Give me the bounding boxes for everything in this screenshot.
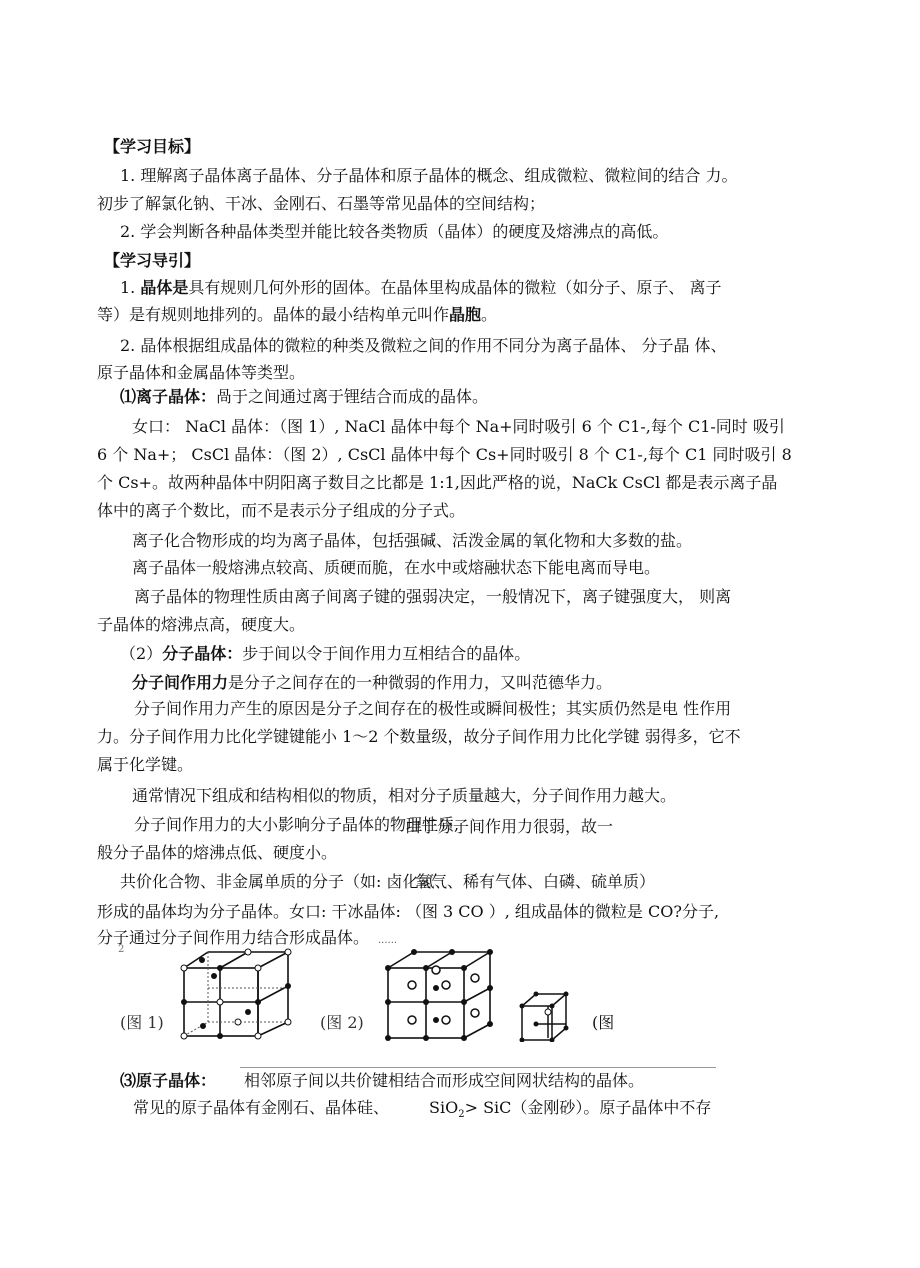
nacl-lattice-figure (178, 948, 298, 1044)
ionic-line: 女口： NaCl 晶体：（图 1）, NaCl 晶体中每个 Na+同时吸引 6 个 C1-,每个 C1-同时 吸引 (132, 417, 785, 436)
figure-2-label: (图 2) (320, 1013, 364, 1032)
molecular-line: 分子间作用力产生的原因是分子之间存在的极性或瞬间极性；其实质仍然是电 性作用 (134, 699, 732, 718)
molecular-line: 分子通过分子间作用力结合形成晶体。 (97, 928, 370, 947)
num: ⑶ (120, 1071, 137, 1090)
divider (240, 1067, 716, 1068)
num: ⑴ (120, 387, 137, 406)
ellipsis: ...... (378, 935, 398, 946)
title: 原子晶体： (136, 1071, 217, 1090)
subscript-2: 2 (118, 944, 125, 955)
text: 等）是有规则地排列的。晶体的最小结构单元叫作 (97, 305, 450, 324)
heading-goals: 【学习目标】 (104, 137, 201, 156)
title: 分子晶体： (162, 644, 243, 663)
goal-1-line-1: 1. 理解离子晶体离子晶体、分子晶体和原子晶体的概念、组成微粒、微粒间的结合 力。 (120, 166, 738, 185)
ionic-line: 体中的离子个数比，而不是表示分子组成的分子式。 (97, 501, 466, 520)
figure-1-label: (图 1) (120, 1013, 164, 1032)
term: 分子间作用力 (132, 673, 229, 692)
goal-1-line-2: 初步了解氯化钠、干冰、金刚石、石墨等常见晶体的空间结构； (97, 194, 546, 213)
term-unit-cell: 晶胞 (449, 305, 482, 324)
intermolecular-force-definition (132, 673, 612, 693)
subscript: 2 (458, 1109, 465, 1121)
dry-ice-unit-cell-figure (518, 990, 570, 1042)
text: 相邻原子间以共价键相结合而形成空间网状结构的晶体。 (244, 1071, 645, 1090)
title: 离子晶体： (136, 387, 217, 406)
guide-p2-line-1: 2. 晶体根据组成晶体的微粒的种类及微粒之间的作用不同分为离子晶体、 分子晶 体、 (120, 336, 727, 355)
molecular-line: 属于化学键。 (97, 755, 194, 774)
molecular-line: 共价化合物、非金属单质的分子（如: 卤化氢、 (120, 872, 451, 891)
ionic-line: 离子晶体的物理性质由离子间离子键的强弱决定，一般情况下，离子键强度大， 则离 (134, 587, 732, 606)
molecular-line: 氧气、稀有气体、白磷、硫单质） (415, 872, 656, 891)
figure-3-label: (图 (592, 1013, 615, 1032)
goal-2: 2. 学会判断各种晶体类型并能比较各类物质（晶体）的硬度及熔沸点的高低。 (120, 222, 669, 241)
ionic-line: 子晶体的熔沸点高，硬度大。 (97, 615, 306, 634)
ionic-line: 离子晶体一般熔沸点较高、质硬而脆，在水中或熔融状态下能电离而导电。 (132, 558, 661, 577)
text: 是分子之间存在的一种微弱的作用力，又叫范德华力。 (228, 673, 613, 692)
guide-p1-line-2 (97, 305, 497, 325)
ionic-line: 离子化合物形成的均为离子晶体，包括强碱、活泼金属的氧化物和大多数的盐。 (132, 531, 693, 550)
text: > SiC（金刚砂）。原子晶体中不存 (464, 1098, 712, 1117)
num: （2） (120, 644, 163, 663)
guide-p2-line-2: 原子晶体和金属晶体等类型。 (97, 363, 306, 382)
num: 1. (120, 278, 141, 297)
molecular-line: 形成的晶体均为分子晶体。女口: 干冰晶体: （图 3 CO ）, 组成晶体的微粒是 CO?分子, (97, 902, 720, 921)
molecular-line: 力。分子间作用力比化学键键能小 1〜2 个数量级，故分子间作用力比化学键 弱得多，它不 (97, 727, 741, 746)
ionic-crystal-definition (120, 387, 488, 407)
text: 常见的原子晶体有金刚石、晶体硅、 (133, 1098, 390, 1117)
cscl-lattice-figure (380, 948, 500, 1044)
guide-p1-line-1 (120, 278, 721, 298)
atomic-line (133, 1098, 711, 1125)
term-crystal: 晶体是 (140, 278, 189, 297)
formula-sio2: SiO (429, 1098, 459, 1117)
molecular-line: 通常情况下组成和结构相似的物质，相对分子质量越大，分子间作用力越大。 (132, 786, 677, 805)
text: 步于间以令于间作用力互相结合的晶体。 (242, 644, 531, 663)
ionic-line: 个 Cs+。故两种晶体中阴阳离子数目之比都是 1:1,因此严格的说，NaCk CsCl 都是表示离子晶 (97, 473, 778, 492)
heading-guide: 【学习导引】 (104, 251, 201, 270)
text: 。 (481, 305, 498, 324)
text: 具有规则几何外形的固体。在晶体里构成晶体的微粒（如分子、原子、 离子 (188, 278, 722, 297)
text: 咼于之间通过离于锂结合而成的晶体。 (216, 387, 489, 406)
molecular-crystal-definition (120, 644, 530, 664)
ionic-line: 6 个 Na+； CsCl 晶体：（图 2）, CsCl 晶体中每个 Cs+同时吸引 8 个 C1-,每个 C1 同时吸引 8 (97, 445, 792, 464)
molecular-line: 般分子晶体的熔沸点低、硬度小。 (97, 843, 338, 862)
molecular-line: 分子间作用力的大小影响分子晶体的物理性质, (134, 815, 460, 834)
atomic-crystal-definition (120, 1071, 644, 1091)
molecular-line: 由于分子间作用力很弱，故一 (405, 817, 614, 836)
